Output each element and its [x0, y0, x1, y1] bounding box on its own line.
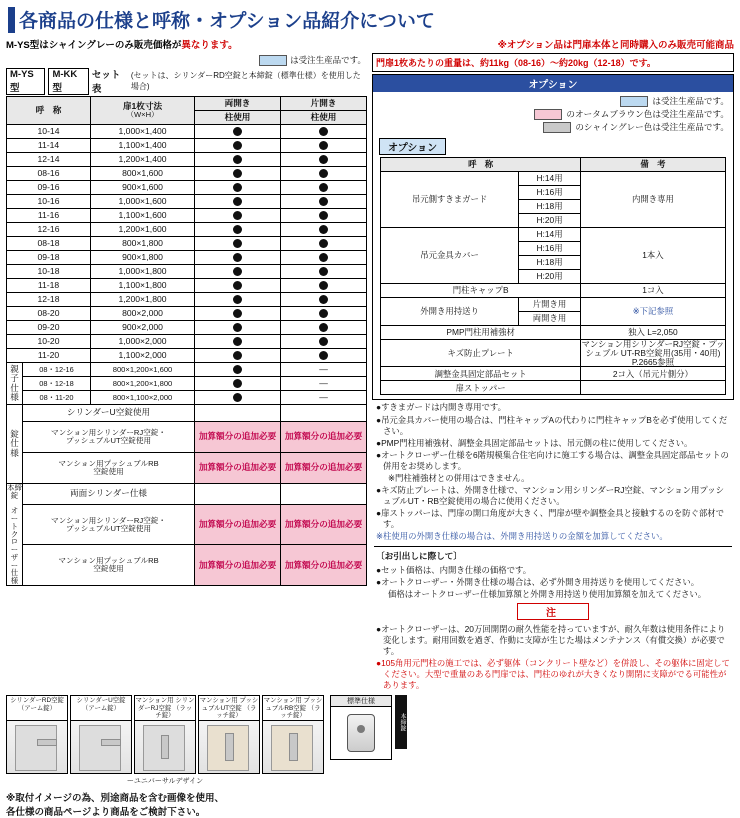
row-single	[281, 335, 367, 349]
row-single	[281, 139, 367, 153]
lock-row	[7, 422, 367, 453]
honjime-label: 本締錠	[395, 695, 407, 749]
row-size: 1,100×1,400	[91, 139, 195, 153]
lock-icon	[347, 714, 375, 752]
note-bullet: ●PMP門柱用補強材、調整金具固定部品セットは、吊元側の柱に使用してください。	[376, 437, 693, 448]
row-name: 09-20	[7, 321, 91, 335]
row-double	[195, 153, 281, 167]
row-single	[281, 265, 367, 279]
footnote-line1: ※取付イメージの為、別途商品を含む画像を使用、	[6, 793, 224, 805]
table-row-parent	[7, 363, 367, 377]
product-caption: シリンダーRD空錠 （アーム錠）	[7, 696, 67, 721]
product-caption: マンション用 プッシュブルRB空錠 （ラッチ錠）	[263, 696, 323, 721]
opt-remark	[581, 381, 726, 395]
lower-section-title: 〔お引出しに際して〕	[376, 550, 462, 561]
row-double	[195, 265, 281, 279]
table-row	[7, 321, 367, 335]
type-badge-mkk: M-KK型	[48, 68, 88, 95]
row-name: 08-16	[7, 167, 91, 181]
row-single	[281, 181, 367, 195]
row-single	[281, 195, 367, 209]
closer-single-extra: 加算額分の追加必要	[281, 504, 367, 545]
row-size: 1,000×1,600	[91, 195, 195, 209]
row-name: 08-20	[7, 307, 91, 321]
standard-photo	[330, 707, 392, 760]
table-row	[7, 237, 367, 251]
opt-spec: H:14用	[519, 228, 581, 242]
option-panel-title: オプション	[373, 75, 733, 92]
note-left	[6, 37, 238, 51]
note-right: ※オプション品は門扉本体と同時購入のみ販売可能商品	[497, 40, 734, 51]
table-row	[7, 181, 367, 195]
legend-text-3: のシャイングレー色は受注生産品です。	[575, 122, 729, 132]
divider	[374, 546, 732, 547]
legend-row-2	[377, 108, 729, 120]
product-card[interactable]	[6, 695, 68, 774]
door-panel-graphic	[15, 725, 57, 771]
product-photo	[263, 721, 323, 773]
note-left-text: M-YS型はシャイングレーのみ販売価格が	[6, 40, 182, 51]
row-name: 10-18	[7, 265, 91, 279]
option-row	[381, 172, 726, 186]
opt-name: キズ防止プレート	[381, 340, 581, 367]
row-double	[195, 307, 281, 321]
row-name: 08・12-16	[23, 363, 91, 377]
row-name: 08・11-20	[23, 391, 91, 405]
opt-remark: 独入 L=2,050	[581, 326, 726, 340]
row-name: 12-18	[7, 293, 91, 307]
th-single: 片開き	[281, 97, 367, 111]
legend-row-3	[377, 121, 729, 133]
option-table-header	[381, 158, 726, 172]
footnote	[6, 790, 734, 818]
note-bullet: ●キズ防止プレートは、外開き仕様で、マンション用シリンダーRJ空錠、マンション用プッシュブルUT・RB空錠使用の場合に使用ください。	[376, 485, 724, 507]
closer-double-extra: 加算額分の追加必要	[195, 504, 281, 545]
product-caption: シリンダーU空錠 （アーム錠）	[71, 696, 131, 721]
swatch-blue	[259, 55, 287, 66]
closer-option-label: 両面シリンダー仕様	[23, 484, 195, 505]
row-size: 1,200×1,400	[91, 153, 195, 167]
handle-graphic	[289, 733, 298, 761]
lock-row	[7, 453, 367, 484]
lock-single-extra: 加算額分の追加必要	[281, 453, 367, 484]
opt-spec: H:20用	[519, 270, 581, 284]
swatch-gray	[543, 122, 571, 133]
closer-row	[7, 484, 367, 505]
row-double	[195, 139, 281, 153]
th-name: 呼 称	[7, 97, 91, 125]
row-name: 11-14	[7, 139, 91, 153]
lock-row	[7, 405, 367, 422]
row-name: 09-16	[7, 181, 91, 195]
right-column	[372, 53, 734, 692]
option-notes	[372, 400, 734, 542]
opt-name: PMP門柱用補強材	[381, 326, 581, 340]
standard-caption: 標準仕様	[330, 695, 392, 707]
product-card[interactable]	[134, 695, 196, 774]
option-panel	[372, 74, 734, 400]
note-bullet: ●扉ストッパーは、門扉の開口角度が大きく、門扉が壁や調整金具と接触するのを防ぐ部材です。	[376, 508, 725, 530]
table-row	[7, 307, 367, 321]
row-name: 10-14	[7, 125, 91, 139]
left-column	[6, 53, 366, 586]
handle-graphic	[37, 739, 57, 746]
row-double	[195, 279, 281, 293]
table-row	[7, 139, 367, 153]
row-size: 800×1,600	[91, 167, 195, 181]
th-opt-name: 呼 称	[381, 158, 581, 172]
table-row	[7, 335, 367, 349]
row-double	[195, 335, 281, 349]
closer-option-label: マンション用プッシュブルRB 空錠使用	[23, 545, 195, 586]
header-notes	[6, 37, 734, 51]
option-row	[381, 367, 726, 381]
note-left-red: 異なります。	[181, 40, 238, 51]
product-card[interactable]	[70, 695, 132, 774]
option-table	[380, 157, 726, 395]
row-name: 11-16	[7, 209, 91, 223]
attention-notes	[372, 622, 734, 692]
page-header	[6, 4, 734, 35]
product-photo	[199, 721, 259, 773]
product-caption: マンション用 シリンダーRJ空錠 （ラッチ錠）	[135, 696, 195, 721]
content-columns	[6, 53, 734, 692]
product-images	[6, 695, 324, 786]
th-double: 両開き	[195, 97, 281, 111]
opt-name: 扉ストッパー	[381, 381, 581, 395]
row-size: 1,100×1,800	[91, 279, 195, 293]
option-row	[381, 381, 726, 395]
opt-spec: H:16用	[519, 186, 581, 200]
row-size: 800×1,100×2,000	[91, 391, 195, 405]
opt-name: 外開き用持送り	[381, 298, 519, 326]
table-row	[7, 209, 367, 223]
table-row	[7, 251, 367, 265]
legend-row-1	[377, 95, 729, 107]
row-single	[281, 223, 367, 237]
handle-graphic	[161, 735, 169, 759]
row-double	[195, 209, 281, 223]
lock-double-extra: 加算額分の追加必要	[195, 422, 281, 453]
row-size: 1,000×2,000	[91, 335, 195, 349]
note-sub: ※門柱補強材との併用はできません。	[388, 473, 530, 483]
opt-spec: H:18用	[519, 256, 581, 270]
bottom-strip	[6, 695, 734, 786]
opt-remark: マンション用シリンダーRJ空錠・プッシュブル UT-RB空錠用(35用・40用) P.2665参照	[581, 339, 725, 367]
row-size: 900×2,000	[91, 321, 195, 335]
row-double	[195, 223, 281, 237]
note-bullet: ●オートクローザーは、20万回開閉の耐久性能を持っていますが、耐久年数は使用条件により変化します。耐用回数を過ぎ、作動に支障が生じた場はメンテナンス（有償交換）が必要です。	[376, 623, 726, 657]
row-double	[195, 125, 281, 139]
opt-spec: H:20用	[519, 214, 581, 228]
lock-single-extra: 加算額分の追加必要	[281, 422, 367, 453]
product-photo	[7, 721, 67, 773]
parent-label: 親子 仕様	[7, 363, 23, 405]
weight-note: 門扉1枚あたりの重量は、約11kg（08-16）～約20kg（12-18）です。	[372, 53, 734, 72]
row-size: 1,100×1,600	[91, 209, 195, 223]
note-bullet: ●吊元金具カバー使用の場合は、門柱キャップAの代わりに門柱キャップBを必ず使用してください。	[376, 414, 728, 436]
row-double	[195, 377, 281, 391]
handle-graphic	[101, 739, 121, 746]
row-size: 800×2,000	[91, 307, 195, 321]
row-single: —	[281, 377, 367, 391]
note-bullet: ●オートクローザー仕様を6階規模集合住宅向けに施工する場合は、調整金具固定部品セットの併用をお奨めします。	[376, 449, 729, 471]
row-name: 12-14	[7, 153, 91, 167]
row-single	[281, 293, 367, 307]
closer-double-extra: 加算額分の追加必要	[195, 545, 281, 586]
row-size: 800×1,200×1,800	[91, 377, 195, 391]
row-single	[281, 237, 367, 251]
table-row	[7, 265, 367, 279]
opt-remark: 2コ入（吊元片側分）	[581, 367, 726, 381]
table-row	[7, 195, 367, 209]
lock-option-label: シリンダーU空錠使用	[23, 405, 195, 422]
row-single	[281, 209, 367, 223]
option-row	[381, 284, 726, 298]
table-row	[7, 125, 367, 139]
opt-remark: ※下記参照	[581, 298, 726, 326]
th-single-sub: 柱使用	[281, 111, 367, 125]
row-double	[195, 237, 281, 251]
closer-double	[195, 484, 281, 505]
row-double	[195, 181, 281, 195]
table-header-row	[7, 97, 367, 111]
opt-remark: 1本入	[581, 228, 726, 284]
row-name: 11-20	[7, 349, 91, 363]
row-double	[195, 363, 281, 377]
row-size: 1,200×1,800	[91, 293, 195, 307]
legend-text-1: は受注生産品です。	[652, 96, 729, 106]
swatch-pink	[534, 109, 562, 120]
table-row	[7, 223, 367, 237]
row-single	[281, 321, 367, 335]
table-row	[7, 349, 367, 363]
option-row	[381, 340, 726, 367]
opt-name: 吊元金具カバー	[381, 228, 519, 284]
opt-spec: H:14用	[519, 172, 581, 186]
row-single	[281, 279, 367, 293]
row-name: 10-20	[7, 335, 91, 349]
type-badges	[6, 67, 366, 95]
row-size: 1,200×1,600	[91, 223, 195, 237]
door-panel-graphic	[79, 725, 121, 771]
product-card[interactable]	[262, 695, 324, 774]
lock-option-label: マンション用プッシュブルRB 空錠使用	[23, 453, 195, 484]
closer-option-label: マンション用シリンダーRJ空錠・ プッシュブルUT空錠使用	[23, 504, 195, 545]
row-double	[195, 293, 281, 307]
row-size: 800×1,800	[91, 237, 195, 251]
row-name: 11-18	[7, 279, 91, 293]
opt-spec: H:18用	[519, 200, 581, 214]
option-row	[381, 228, 726, 242]
standard-card	[330, 695, 392, 760]
th-opt-remark: 備 考	[581, 158, 726, 172]
note-bullet: ●オートクローザー・外開き仕様の場合は、必ず外開き用持送りを使用してください。	[376, 576, 700, 587]
row-size: 1,100×2,000	[91, 349, 195, 363]
option-subtitle: オプション	[379, 138, 446, 155]
title-accent-bar	[8, 7, 15, 33]
note-bullet: ●セット価格は、内開き仕様の価格です。	[376, 564, 532, 575]
lower-notes	[372, 563, 734, 600]
th-double-sub: 柱使用	[195, 111, 281, 125]
legend-text-2: のオータムブラウン色は受注生産品です。	[566, 109, 729, 119]
handle-graphic	[225, 733, 234, 761]
row-double	[195, 321, 281, 335]
row-size: 1,000×1,800	[91, 265, 195, 279]
type-badge-mys: M-YS型	[6, 68, 45, 95]
row-single: —	[281, 363, 367, 377]
row-single	[281, 349, 367, 363]
opt-remark: 1コ入	[581, 284, 726, 298]
product-photo	[135, 721, 195, 773]
table-row	[7, 153, 367, 167]
row-name: 09-18	[7, 251, 91, 265]
row-single	[281, 125, 367, 139]
opt-name: 門柱キャップB	[381, 284, 581, 298]
row-double	[195, 349, 281, 363]
row-size: 900×1,800	[91, 251, 195, 265]
image-row	[6, 695, 324, 774]
footnote-line2: 各仕様の商品ページより商品をご検討下さい。	[6, 807, 206, 818]
closer-row	[7, 545, 367, 586]
row-size: 900×1,600	[91, 181, 195, 195]
row-double	[195, 251, 281, 265]
closer-section-label: 本締錠 オ ー ト ク ロ ー ザ ー 仕 様	[7, 483, 22, 586]
opt-name: 調整金具固定部品セット	[381, 367, 581, 381]
table-row-parent	[7, 377, 367, 391]
closer-single	[281, 484, 367, 505]
lock-double	[195, 405, 281, 422]
option-row	[381, 298, 726, 312]
opt-name: 吊元側すきまガード	[381, 172, 519, 228]
lock-double-extra: 加算額分の追加必要	[195, 453, 281, 484]
row-name: 08-18	[7, 237, 91, 251]
note-bullet: ●すきまガードは内開き専用です。	[376, 402, 507, 413]
row-size: 1,000×1,400	[91, 125, 195, 139]
row-single: —	[281, 391, 367, 405]
row-name: 12-16	[7, 223, 91, 237]
lock-section-label: 錠 仕 様	[7, 405, 23, 484]
row-double	[195, 391, 281, 405]
set-table-title: セット表	[91, 70, 121, 95]
page-title: 各商品の仕様と呼称・オプション品紹介について	[19, 11, 435, 32]
row-single	[281, 307, 367, 321]
row-single	[281, 251, 367, 265]
table-row-parent	[7, 391, 367, 405]
row-name: 08・12-18	[23, 377, 91, 391]
th-size: 扉1枚寸法 （W×H）	[91, 97, 195, 125]
closer-row	[7, 504, 367, 545]
row-single	[281, 153, 367, 167]
row-name: 10-16	[7, 195, 91, 209]
table-row	[7, 293, 367, 307]
attention-badge: 注	[517, 603, 589, 620]
product-card[interactable]	[198, 695, 260, 774]
note-sub: 価格はオートクローザー仕様加算額と外開き用持送り使用加算額を加えてください。	[388, 588, 707, 599]
opt-spec: 両開き用	[519, 312, 581, 326]
product-photo	[71, 721, 131, 773]
row-single	[281, 167, 367, 181]
standard-spec-block	[330, 695, 407, 760]
lock-single	[281, 405, 367, 422]
table-row	[7, 279, 367, 293]
note-bullet-blue: ※柱使用の外開き仕様の場合は、外開き用持送りの金額を加算してください。	[376, 531, 668, 542]
left-swatch-note	[6, 54, 366, 66]
table-row	[7, 167, 367, 181]
row-double	[195, 167, 281, 181]
option-row	[381, 326, 726, 340]
opt-spec: H:16用	[519, 242, 581, 256]
row-double	[195, 195, 281, 209]
option-legend	[373, 92, 733, 136]
lock-option-label: マンション用シリンダーRJ空錠・ プッシュブルUT空錠使用	[23, 422, 195, 453]
row-size: 800×1,200×1,600	[91, 363, 195, 377]
set-table	[6, 96, 367, 586]
opt-spec: 片開き用	[519, 298, 581, 312]
universal-design-label: ーユニバーサルデザイン	[126, 778, 204, 786]
swatch-note-text: は受注生産品です。	[290, 55, 366, 65]
swatch-blue	[620, 96, 648, 107]
opt-remark: 内開き専用	[581, 172, 726, 228]
product-caption: マンション用 プッシュブルUT空錠 （ラッチ錠）	[199, 696, 259, 721]
closer-single-extra: 加算額分の追加必要	[281, 545, 367, 586]
set-table-subtitle: (セットは、シリンダーRD空錠と本締錠（標準仕様）を使用した場合)	[130, 71, 361, 91]
note-bullet-red: ●105角用元門柱の施工では、必ず躯体（コンクリート壁など）を併設し、その躯体に固定してください。大型で重量のある門扉では、門柱のゆれが大きくなり開閉に支障がでる可能性があります。	[376, 658, 730, 691]
